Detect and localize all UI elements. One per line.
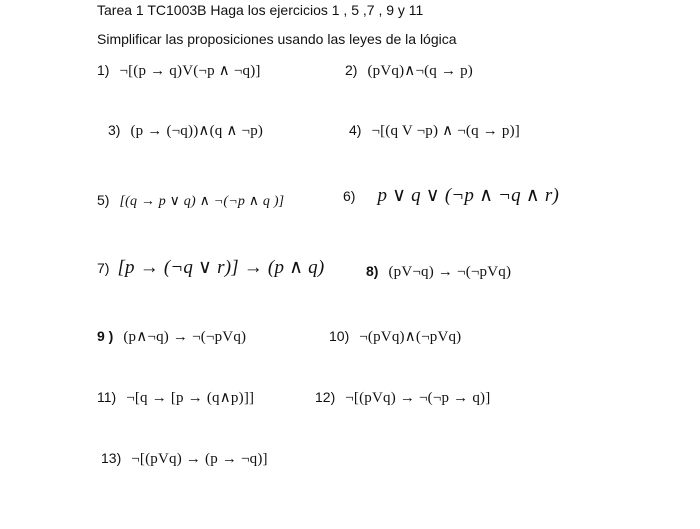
exercise-4 [349,120,520,141]
exercise-expression: p ∨ q ∨ (¬p ∧ ¬q ∧ r) [377,185,559,206]
exercise-number: 7) [97,260,110,276]
exercise-number: 12) [315,389,336,405]
exercise-2 [345,60,473,81]
exercise-number: 8) [366,263,379,279]
exercise-number: 2) [345,62,358,78]
exercise-number: 3) [108,122,121,138]
exercise-number: 6) [343,188,356,204]
exercise-8 [366,261,511,282]
exercise-expression: ¬[(pVq) → (p → ¬q)] [131,451,268,467]
exercise-number: 13) [101,450,122,466]
exercise-number: 5) [97,192,110,208]
exercise-number: 1) [97,62,110,78]
exercise-number: 9 ) [97,328,114,344]
exercise-expression: ¬[(q V ¬p) ∧ ¬(q → p)] [371,123,520,139]
exercise-12 [315,387,490,408]
exercise-1 [97,60,261,81]
exercise-number: 4) [349,122,362,138]
exercise-number: 10) [329,328,350,344]
assignment-title: Tarea 1 TC1003B Haga los ejercicios 1 , 5 ,7 , 9 y 11 [97,2,424,18]
exercise-6 [343,186,559,207]
exercise-3 [108,120,263,141]
exercise-10 [329,326,461,347]
exercise-expression: (pVq)∧¬(q → p) [367,63,474,79]
exercise-expression: ¬[q → [p → (q∧p)]] [126,390,255,406]
exercise-expression: (p∧¬q) → ¬(¬pVq) [123,329,247,345]
exercise-9 [97,326,246,347]
exercise-expression: ¬[(p → q)V(¬p ∧ ¬q)] [119,63,261,79]
exercise-expression: ¬(pVq)∧(¬pVq) [359,329,462,345]
exercise-13 [101,448,268,469]
exercise-expression: [(q → p ∨ q) ∧ ¬(¬p ∧ q )] [119,194,285,209]
exercise-number: 11) [97,389,117,405]
exercise-expression: (p → (¬q))∧(q ∧ ¬p) [130,123,264,139]
exercise-expression: [p → (¬q ∨ r)] → (p ∧ q) [117,257,325,278]
exercise-5 [97,190,284,212]
exercise-expression: ¬[(pVq) → ¬(¬p → q)] [345,390,491,406]
exercise-7 [97,258,324,279]
instructions-text: Simplificar las proposiciones usando las leyes de la lógica [97,31,457,47]
exercise-expression: (pV¬q) → ¬(¬pVq) [388,264,512,280]
exercise-11 [97,387,254,408]
